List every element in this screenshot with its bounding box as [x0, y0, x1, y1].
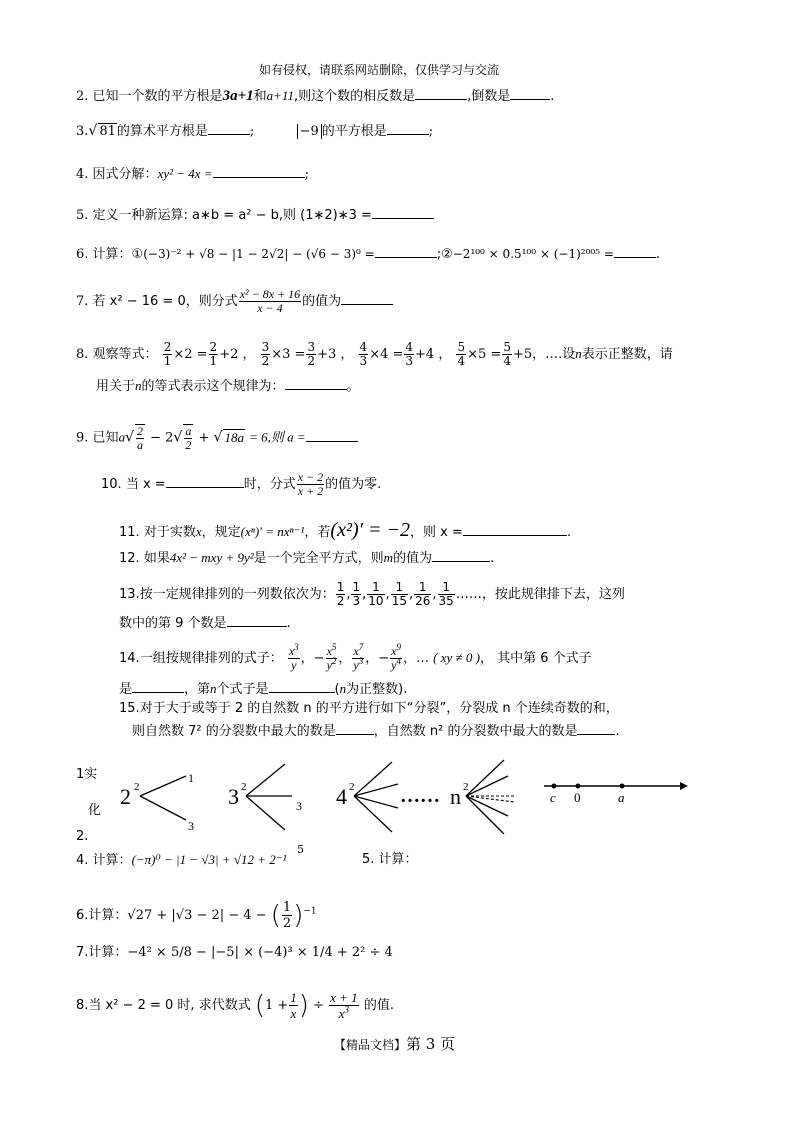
answer-blank[interactable]	[306, 429, 358, 442]
question-text: 和	[253, 89, 267, 104]
point-a	[620, 784, 625, 789]
question-number: 3.	[76, 124, 89, 139]
sequence-fraction	[414, 581, 431, 608]
answer-blank[interactable]	[227, 614, 287, 627]
copyright-notice: 如有侵权，请联系网站删除，仅供学习与交流	[259, 63, 500, 77]
numerator: 1	[352, 580, 361, 594]
question-text: ，第	[184, 682, 211, 697]
question-text: 当 x² − 2 = 0 时, 求代数式	[88, 998, 251, 1013]
question-text: 对于大于或等于 2 的自然数 n 的平方进行如下“分裂”，分裂成 n 个连续奇数的和，	[139, 701, 619, 716]
answer-blank[interactable]	[415, 87, 467, 100]
question-text: ，则 x =	[409, 525, 463, 540]
question-text: 个式子是	[216, 682, 269, 697]
answer-blank[interactable]	[269, 680, 335, 693]
fraction: $\frac{3}{2}$	[307, 340, 316, 368]
footer-tag: 【精品文档】	[334, 1038, 407, 1052]
question-text: 的算术平方根是	[116, 124, 208, 139]
question-text: 如果	[143, 551, 170, 566]
question-number: 8.	[76, 347, 89, 362]
question-text: 计算：	[88, 945, 128, 960]
fraction: $\frac{x + 1}{x^3}$	[330, 990, 358, 1021]
expression: 3a+1	[222, 88, 254, 104]
question-text: = 6,则 a =	[249, 429, 306, 445]
question-text: ，若	[304, 525, 331, 540]
question-number: 15.	[119, 701, 140, 716]
punct: .	[615, 724, 620, 739]
question-text: ，按此规律排下去，这列	[481, 587, 625, 602]
radicand: 81	[99, 124, 116, 139]
sequence-fraction	[391, 581, 408, 608]
question-number: 7.	[76, 945, 89, 960]
fraction: $\frac{5}{4}$	[457, 340, 466, 368]
fraction: $\frac{2}{1}$	[209, 340, 218, 368]
sequence-fraction	[351, 581, 361, 608]
fraction: $\frac{4}{3}$	[359, 340, 368, 368]
arrow-right-icon	[680, 782, 688, 790]
question-12: 12. 如果4x² − mxy + 9y²是一个完全平方式，则m的值为 .	[119, 550, 495, 566]
question-text: 因式分解：	[92, 167, 158, 182]
expression: (−π)⁰ − |1 − √3| + √12 + 2⁻¹	[131, 852, 287, 867]
question-number: 13.	[119, 587, 140, 602]
var-n: n	[210, 681, 217, 696]
question-text: 的值为	[302, 294, 342, 309]
fraction: $\frac{1}{2}$	[282, 900, 292, 931]
base-label: 2	[120, 784, 131, 809]
problem-8: 8.当 x² − 2 = 0 时, 求代数式 (1 + $\frac{1}{x}$ ) ÷ $\frac{x + 1}{x^3}$ 的值.	[76, 990, 394, 1021]
expression: (−3)⁻² + √8 − |1 − 2√2| − (√6 − 3)⁰ =	[143, 247, 375, 261]
section-label: 1实	[76, 767, 98, 782]
question-14-line2	[119, 680, 407, 698]
question-text: (	[334, 682, 340, 697]
question-text: ，规定	[201, 525, 241, 540]
question-15-line2	[132, 722, 620, 740]
problem-2: 2.	[76, 829, 89, 844]
question-9: 9. 已知a√ $\frac{2}{a}$ − 2√ $\frac{a}{2}$ + √ 18a = 6,则 a =	[76, 424, 358, 452]
question-13-line2	[119, 614, 291, 632]
question-text: 若 x² − 16 = 0，则分式	[92, 294, 238, 309]
question-number: 4.	[76, 167, 89, 182]
question-text: 定义一种新运算: a∗b = a² − b,则 (1∗2)∗3 =	[92, 208, 372, 223]
answer-blank[interactable]	[341, 292, 393, 305]
question-11: 11. 对于实数x，规定(xⁿ)′ = nxⁿ⁻¹，若(x²)′ = −2，则 x = .	[119, 519, 571, 541]
answer-blank[interactable]	[614, 245, 656, 258]
question-2	[76, 87, 554, 105]
problem-4	[76, 852, 286, 869]
exp-label: 2	[463, 781, 469, 793]
exp-label: 2	[134, 781, 140, 793]
question-text: 计算：①	[92, 247, 144, 262]
answer-blank[interactable]	[375, 245, 437, 258]
splitting-diagram	[110, 758, 530, 838]
punct: ;	[249, 124, 255, 139]
question-text: 的值.	[363, 998, 394, 1013]
answer-blank[interactable]	[372, 206, 434, 219]
branch-label: 1	[188, 771, 194, 785]
label-zero: 0	[574, 790, 581, 805]
point-zero	[576, 784, 581, 789]
question-text: 为正整数).	[346, 682, 408, 697]
denominator: 2	[336, 594, 345, 608]
question-text: 的等式表示这个规律为：	[141, 379, 285, 394]
expression: a+11	[266, 88, 294, 103]
question-text: 对于实数	[143, 525, 196, 540]
expression: (xⁿ)′ = nxⁿ⁻¹	[240, 524, 305, 539]
question-text: 当 x =	[125, 477, 166, 492]
question-number: 5.	[76, 208, 89, 223]
ellipsis: ……	[400, 785, 440, 807]
question-text: ;②	[436, 247, 453, 262]
denominator: x + 2	[297, 484, 324, 498]
question-text: 数中的第 9 个数是	[119, 616, 227, 631]
question-text: 已知一个数的平方根是	[92, 89, 223, 104]
question-text: 设	[562, 347, 576, 362]
separator: ,	[362, 587, 367, 602]
question-10	[101, 471, 381, 498]
question-text: 则自然数 7² 的分裂数中最大的数是	[132, 724, 336, 739]
question-text: 的平方根是	[321, 124, 387, 139]
numerator: 1	[391, 581, 408, 595]
question-4	[76, 165, 309, 183]
label-a: a	[618, 790, 625, 805]
separator: ,	[408, 587, 414, 602]
answer-blank[interactable]	[166, 475, 244, 488]
base-label: 3	[228, 784, 239, 809]
separator: ,	[385, 587, 390, 602]
exp-label: 2	[349, 781, 355, 793]
question-text: ,则这个数的相反数是	[293, 89, 416, 104]
punct: 。	[346, 379, 360, 394]
problem-5	[362, 852, 418, 868]
question-15	[119, 701, 619, 717]
fraction: $\frac{2}{1}$	[163, 340, 172, 368]
ellipsis: ，….	[532, 347, 563, 362]
punct: .	[550, 89, 555, 104]
question-text: ， 其中第 6 个式子	[479, 651, 592, 666]
branch-label: 3	[188, 819, 194, 833]
question-text: ,倒数是	[467, 89, 511, 104]
question-text: 时，分式	[243, 477, 296, 492]
page-footer	[334, 1036, 455, 1053]
question-number: 11.	[119, 525, 140, 540]
question-text: 观察等式：	[92, 347, 158, 362]
question-number: 5.	[362, 852, 375, 867]
answer-blank[interactable]	[285, 377, 347, 390]
split-figure-4	[336, 762, 398, 832]
question-number: 10.	[101, 477, 122, 492]
base-label: 4	[336, 784, 347, 809]
punct: .	[566, 525, 571, 540]
fraction: $\frac{x^9}{y^4}$	[391, 642, 401, 672]
separator: ,	[346, 587, 351, 602]
problem-7	[76, 945, 393, 961]
question-text: 的值为	[393, 551, 433, 566]
question-number: 6.	[76, 247, 89, 262]
question-text: 的值为零.	[325, 477, 382, 492]
fraction: $\frac{x^7}{y^3}$	[353, 642, 364, 672]
expression: −4² × 5/8 − |−5| × (−4)³ × 1/4 + 2² ÷ 4	[127, 945, 393, 960]
question-number: 2.	[76, 89, 89, 104]
fraction: $\frac{4}{3}$	[405, 340, 414, 368]
question-text: 计算：	[92, 853, 132, 868]
answer-blank[interactable]	[432, 549, 490, 562]
fraction: $\frac{x^3}{y}$	[288, 642, 299, 672]
question-number: 6.	[76, 908, 89, 923]
answer-blank[interactable]	[132, 680, 184, 693]
denominator: 35	[438, 594, 454, 608]
base-label: n	[450, 784, 461, 809]
denominator: 3	[352, 594, 361, 608]
fraction: $\frac{x^5}{y^2}$	[326, 642, 337, 672]
fraction: $\frac{3}{2}$	[261, 340, 270, 368]
question-3	[76, 122, 433, 140]
denominator: 15	[391, 594, 407, 608]
label-c: c	[550, 790, 556, 805]
punct: ;	[304, 167, 309, 182]
branch-label: 3	[296, 799, 302, 813]
question-number: 9.	[76, 430, 89, 446]
absolute-value: −9	[297, 124, 322, 139]
numerator: 1	[438, 581, 455, 595]
answer-blank[interactable]	[213, 165, 305, 178]
question-6	[76, 245, 660, 263]
answer-blank[interactable]	[208, 122, 250, 135]
question-text: 一组按规律排列的式子：	[139, 651, 283, 666]
question-number: 8.	[76, 998, 89, 1013]
numerator: x − 2	[297, 470, 324, 484]
question-number: 12.	[119, 551, 140, 566]
question-text: 计算：	[88, 908, 128, 923]
denominator: 10	[368, 594, 384, 608]
fraction: $\frac{1}{x}$	[290, 990, 297, 1021]
number-line	[540, 776, 690, 806]
stray-digit: 5	[297, 843, 304, 856]
problem-6: 6.计算：√27 + |√3 − 2| − 4 − ( $\frac{1}{2}$ )$^{-1}$	[76, 900, 317, 931]
sequence-fraction	[438, 581, 455, 608]
denominator: 26	[415, 594, 431, 608]
section-label: 化	[88, 803, 102, 818]
sequence-fraction	[336, 581, 346, 608]
sequence-fraction	[367, 581, 384, 608]
sqrt-icon: √	[88, 123, 98, 139]
question-number: 7.	[76, 294, 89, 309]
expression: 4x² − mxy + 9y²	[169, 550, 254, 565]
answer-blank[interactable]	[510, 87, 550, 100]
split-figure-2	[120, 771, 194, 833]
question-text: 计算：	[378, 852, 418, 867]
fraction	[297, 471, 324, 498]
var-n: n	[575, 346, 582, 361]
punct: .	[655, 247, 661, 262]
answer-blank[interactable]	[387, 122, 429, 135]
punct: .	[490, 551, 495, 566]
ellipsis: ……	[455, 587, 482, 602]
question-text: ，自然数 n² 的分裂数中最大的数是	[373, 724, 578, 739]
question-5	[76, 206, 434, 224]
fraction: $\frac{2}{a}$	[136, 424, 143, 452]
question-text: 是一个完全平方式，则	[253, 551, 384, 566]
punct: ;	[428, 124, 434, 139]
separator: ,	[432, 587, 437, 602]
question-text: 已知	[92, 430, 119, 446]
page-number: 第 3 页	[406, 1035, 456, 1053]
question-8: 8. 观察等式： $\frac{2}{1}$ ×2 = $\frac{2}{1}$ +2 ， $\frac{3}{2}$ ×3 = $\frac{3}{2}$ +3 ， $\frac{4}{3}$ ×4 = $\frac{4}{3}$ +4 ， $\frac{5}{4}$ ×5 = $\frac{5}{4}$ +5，….设n表示正整数，请	[76, 340, 673, 368]
expression: √27 + |√3 − 2| − 4 −	[127, 908, 267, 923]
answer-blank[interactable]	[336, 722, 374, 735]
punct: .	[286, 616, 291, 631]
fraction: $\frac{a}{2}$	[185, 424, 192, 452]
fraction: $\frac{5}{4}$	[503, 340, 511, 368]
question-7	[76, 288, 393, 315]
denominator: x − 4	[257, 301, 283, 315]
numerator: 1	[414, 581, 431, 595]
question-number: 4.	[76, 853, 89, 868]
question-text: 是	[119, 682, 133, 697]
exp-label: 2	[241, 781, 247, 793]
answer-blank[interactable]	[463, 523, 567, 536]
var-n: n	[135, 378, 142, 393]
expression-large: (x²)′ = −2	[330, 519, 410, 541]
expression: xy² − 4x =	[157, 166, 213, 181]
question-text: 用关于	[96, 379, 136, 394]
point-c	[552, 784, 557, 789]
question-text: 按一定规律排列的一列数依次为：	[139, 587, 335, 602]
fraction	[239, 288, 301, 315]
fraction-sequence	[335, 580, 456, 608]
question-14: 14.一组按规律排列的式子： $\frac{x^3}{y}$ ，− $\frac{x^5}{y^2}$ ， $\frac{x^7}{y^3}$ ，− $\frac{x^9}{y^4}$ ，… ( xy ≠ 0 )， 其中第 6 个式子	[119, 642, 592, 672]
numerator: 1	[336, 580, 345, 594]
question-text: 表示正整数，请	[581, 347, 673, 362]
question-number: 14.	[119, 651, 140, 666]
numerator: 1	[367, 581, 384, 595]
answer-blank[interactable]	[577, 722, 615, 735]
question-8-line2	[96, 377, 360, 395]
split-figure-3	[228, 764, 302, 830]
var-n: n	[339, 681, 347, 696]
numerator: x² − 8x + 16	[239, 287, 301, 301]
expression: −2¹⁰⁰ × 0.5¹⁰⁰ × (−1)²⁰⁰⁵ =	[452, 247, 614, 261]
condition: ( xy ≠ 0 )	[433, 650, 480, 665]
question-13	[119, 581, 625, 608]
split-figure-n	[400, 760, 514, 834]
